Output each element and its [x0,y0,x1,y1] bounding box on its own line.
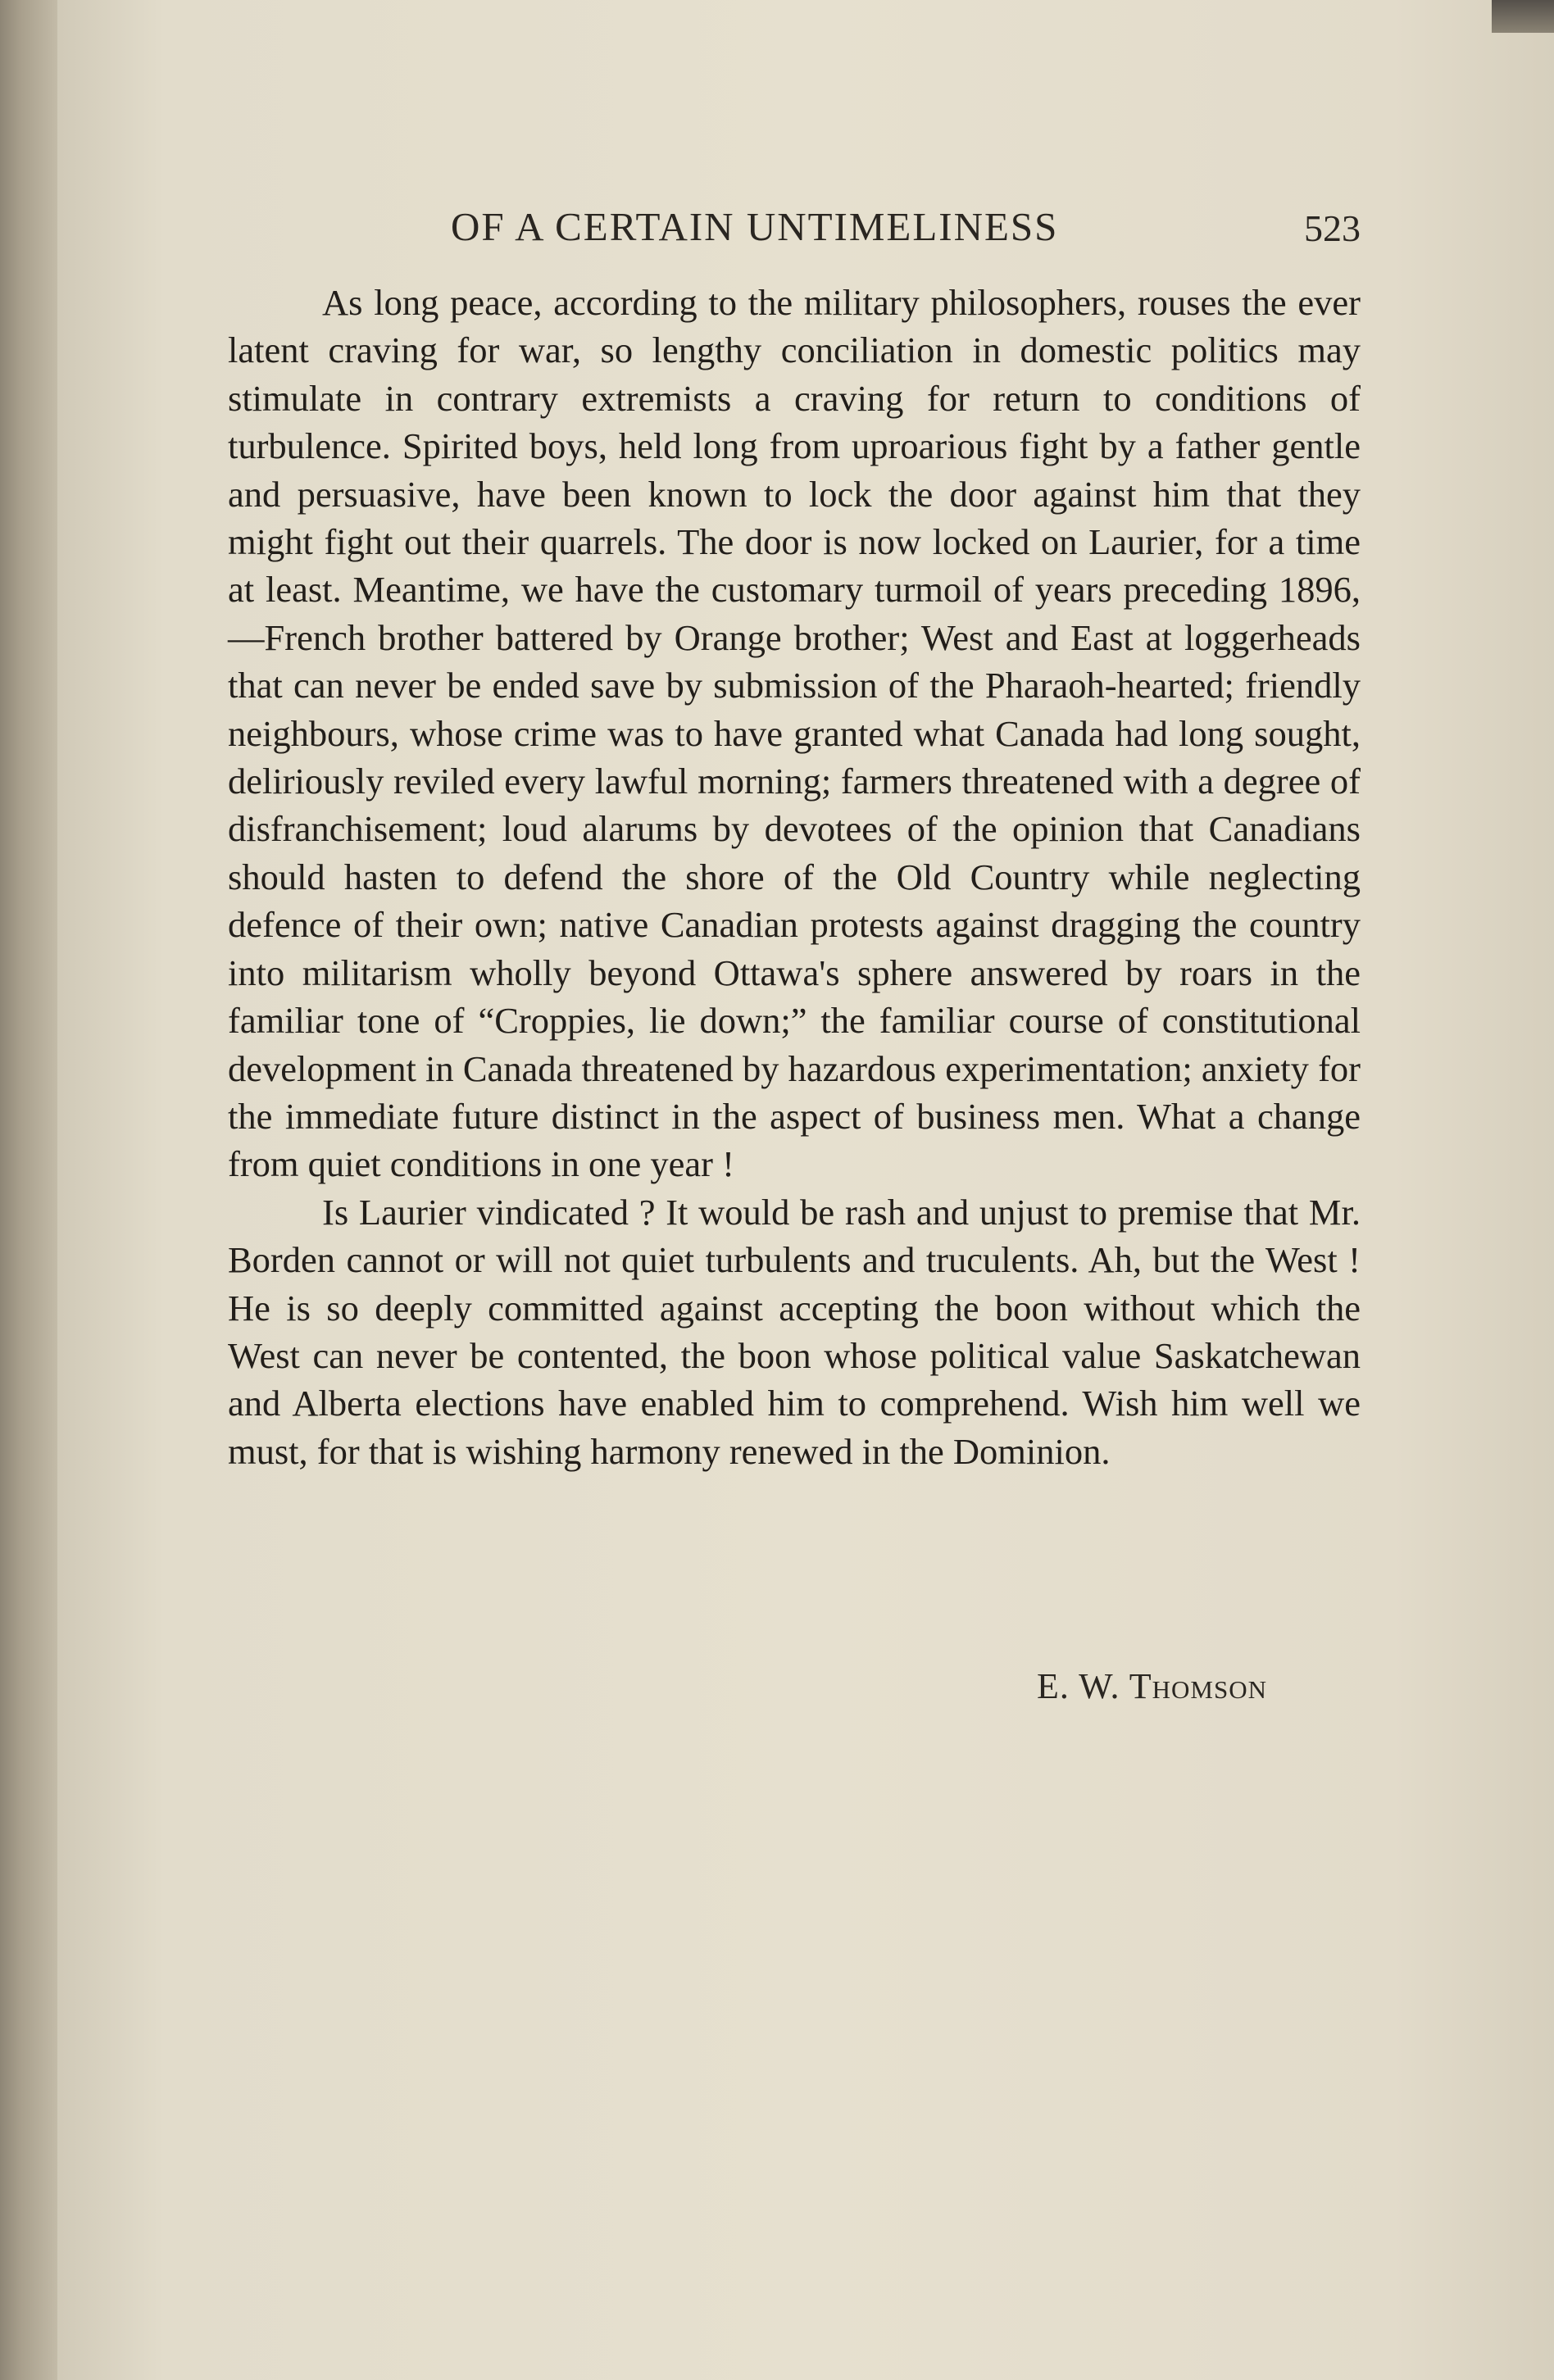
page-gutter-shadow [0,0,57,2380]
author-signature: E. W. Thomson [1036,1666,1267,1706]
paragraph-2: Is Laurier vindicated ? It would be rash and unjust to premise that Mr. Borden cannot or will not quiet turbulents and truculents. Ah, but the West ! He is so deeply committed against accepting the boon without which the West can never be contented, the boon whose political value Saskatchewan and Alberta elections have enabled him to comprehend. Wish him well we must, for that is wishing harmony renewed in the Dominion. [228,1191,1361,1472]
paragraph-1: As long peace, according to the military philosophers, rouses the ever latent craving for war, so lengthy conciliation in domestic politics may stimulate in contrary extremists a craving for return to conditions of turbulence. Spirited boys, held long from uproarious fight by a father gentle and persuasive, have been known to lock the door against him that they might fight out their quarrels. The door is now locked on Laurier, for a time at least. Meantime, we have the customary turmoil of years preceding 1896,—French brother battered by Orange brother; West and East at loggerheads that can never be ended save by submission of the Pharaoh-hearted; friendly neighbours, whose crime was to have granted what Canada had long sought, deliriously reviled every lawful morning; farmers threatened with a degree of disfranchisement; loud alarums by devotees of the opinion that Canadians should hasten to defend the shore of the Old Country while neglecting defence of their own; native Canadian protests against dragging the country into militarism wholly beyond Ottawa's sphere answered by roars in the familiar tone of “Croppies, lie down;” the familiar course of constitutional development in Canada threatened by hazardous experimentation; anxiety for the immediate future distinct in the aspect of business men. What a change from quiet conditions in one year ! [228,282,1361,1185]
running-title: OF A CERTAIN UNTIMELINESS [451,204,1059,249]
page-corner-edge [1492,0,1554,33]
article-body [228,279,1361,1475]
page-header [221,203,1361,269]
page-number: 523 [1304,207,1361,249]
